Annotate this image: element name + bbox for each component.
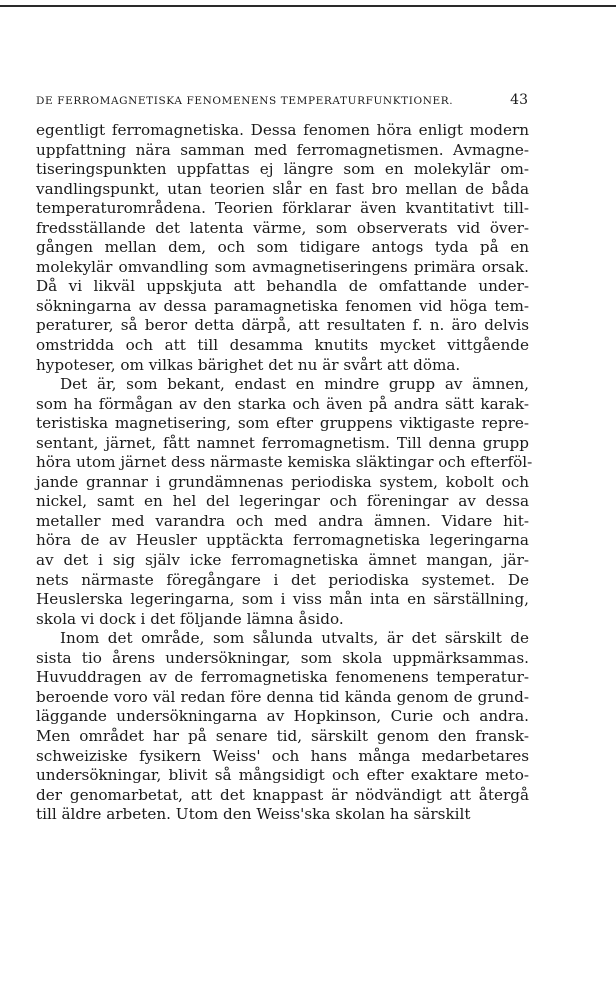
- text-line: egentligt ferromagnetiska. Dessa fenomen höra enligt modern: [36, 121, 529, 139]
- text-line: sista tio årens undersökningar, som skola uppmärksammas.: [36, 648, 529, 667]
- text-line: som ha förmågan av den starka och även på andra sätt karak-: [36, 394, 529, 413]
- text-line: läggande undersökningarna av Hopkinson, Curie och andra.: [36, 707, 529, 726]
- text-line: vandlingspunkt, utan teorien slår en fast bro mellan de båda: [36, 179, 529, 198]
- text-line: metaller med varandra och med andra ämnen. Vidare hit-: [36, 511, 529, 530]
- text-line: Huvuddragen av de ferromagnetiska fenomenens temperatur-: [36, 668, 529, 687]
- page-header: [36, 92, 528, 108]
- running-title: DE FERROMAGNETISKA FENOMENENS TEMPERATURFUNKTIONER.: [36, 95, 454, 107]
- text-line: der genomarbetat, att det knappast är nödvändigt att återgå: [36, 785, 529, 804]
- text-line: Det är, som bekant, endast en mindre grupp av ämnen,: [60, 375, 529, 394]
- text-line: sökningarna av dessa paramagnetiska fenomen vid höga tem-: [36, 296, 529, 315]
- text-line: molekylär omvandling som avmagnetiseringens primära orsak.: [36, 257, 529, 276]
- text-line: teristiska magnetisering, som efter gruppens viktigaste repre-: [36, 414, 529, 433]
- text-line: Då vi likväl uppskjuta att behandla de omfattande under-: [36, 277, 529, 296]
- paragraph: [36, 629, 529, 824]
- text-line: temperaturområdena. Teorien förklarar även kvantitativt till-: [36, 199, 529, 218]
- text-line: till äldre arbeten. Utom den Weiss'ska skolan ha särskilt: [36, 805, 471, 824]
- text-line: schweiziske fysikern Weiss' och hans många medarbetares: [36, 746, 529, 765]
- text-line: peraturer, så beror detta därpå, att resultaten f. n. äro delvis: [36, 316, 529, 335]
- text-line: Inom det område, som sålunda utvalts, är det särskilt de: [60, 629, 529, 648]
- text-line: tiseringspunkten uppfattas ej längre som en molekylär om-: [36, 160, 529, 179]
- text-line: nickel, samt en hel del legeringar och föreningar av dessa: [36, 492, 529, 511]
- paragraph: [36, 375, 533, 629]
- text-line: hypoteser, om vilkas bärighet det nu är svårt att döma.: [36, 355, 461, 374]
- text-line: fredsställande det latenta värme, som observerats vid över-: [36, 218, 529, 237]
- paragraph: [36, 121, 529, 375]
- text-line: beroende voro väl redan före denna tid kända genom de grund-: [36, 687, 529, 706]
- body-text: [36, 121, 533, 825]
- text-line: nets närmaste föregångare i det periodiska systemet. De: [36, 570, 529, 589]
- text-line: Heuslerska legeringarna, som i viss mån inta en särställning,: [36, 590, 529, 609]
- text-line: Men området har på senare tid, särskilt genom den fransk-: [36, 726, 529, 745]
- top-rule: [0, 5, 616, 7]
- text-line: sentant, järnet, fått namnet ferromagnetism. Till denna grupp: [36, 433, 529, 452]
- text-line: av det i sig själv icke ferromagnetiska ämnet mangan, jär-: [36, 551, 529, 570]
- text-line: omstridda och att till desamma knutits mycket vittgående: [36, 336, 529, 355]
- text-line: höra utom järnet dess närmaste kemiska släktingar och efterföl-: [36, 453, 533, 472]
- text-line: jande grannar i grundämnenas periodiska system, kobolt och: [36, 472, 529, 491]
- text-line: uppfattning nära samman med ferromagnetismen. Avmagne-: [36, 140, 529, 159]
- text-line: skola vi dock i det följande lämna åsido.: [36, 609, 344, 628]
- text-line: gången mellan dem, och som tidigare antogs tyda på en: [36, 238, 529, 257]
- page-number: 43: [510, 92, 528, 108]
- text-line: höra de av Heusler upptäckta ferromagnetiska legeringarna: [36, 531, 529, 550]
- text-line: undersökningar, blivit så mångsidigt och efter exaktare meto-: [36, 766, 529, 785]
